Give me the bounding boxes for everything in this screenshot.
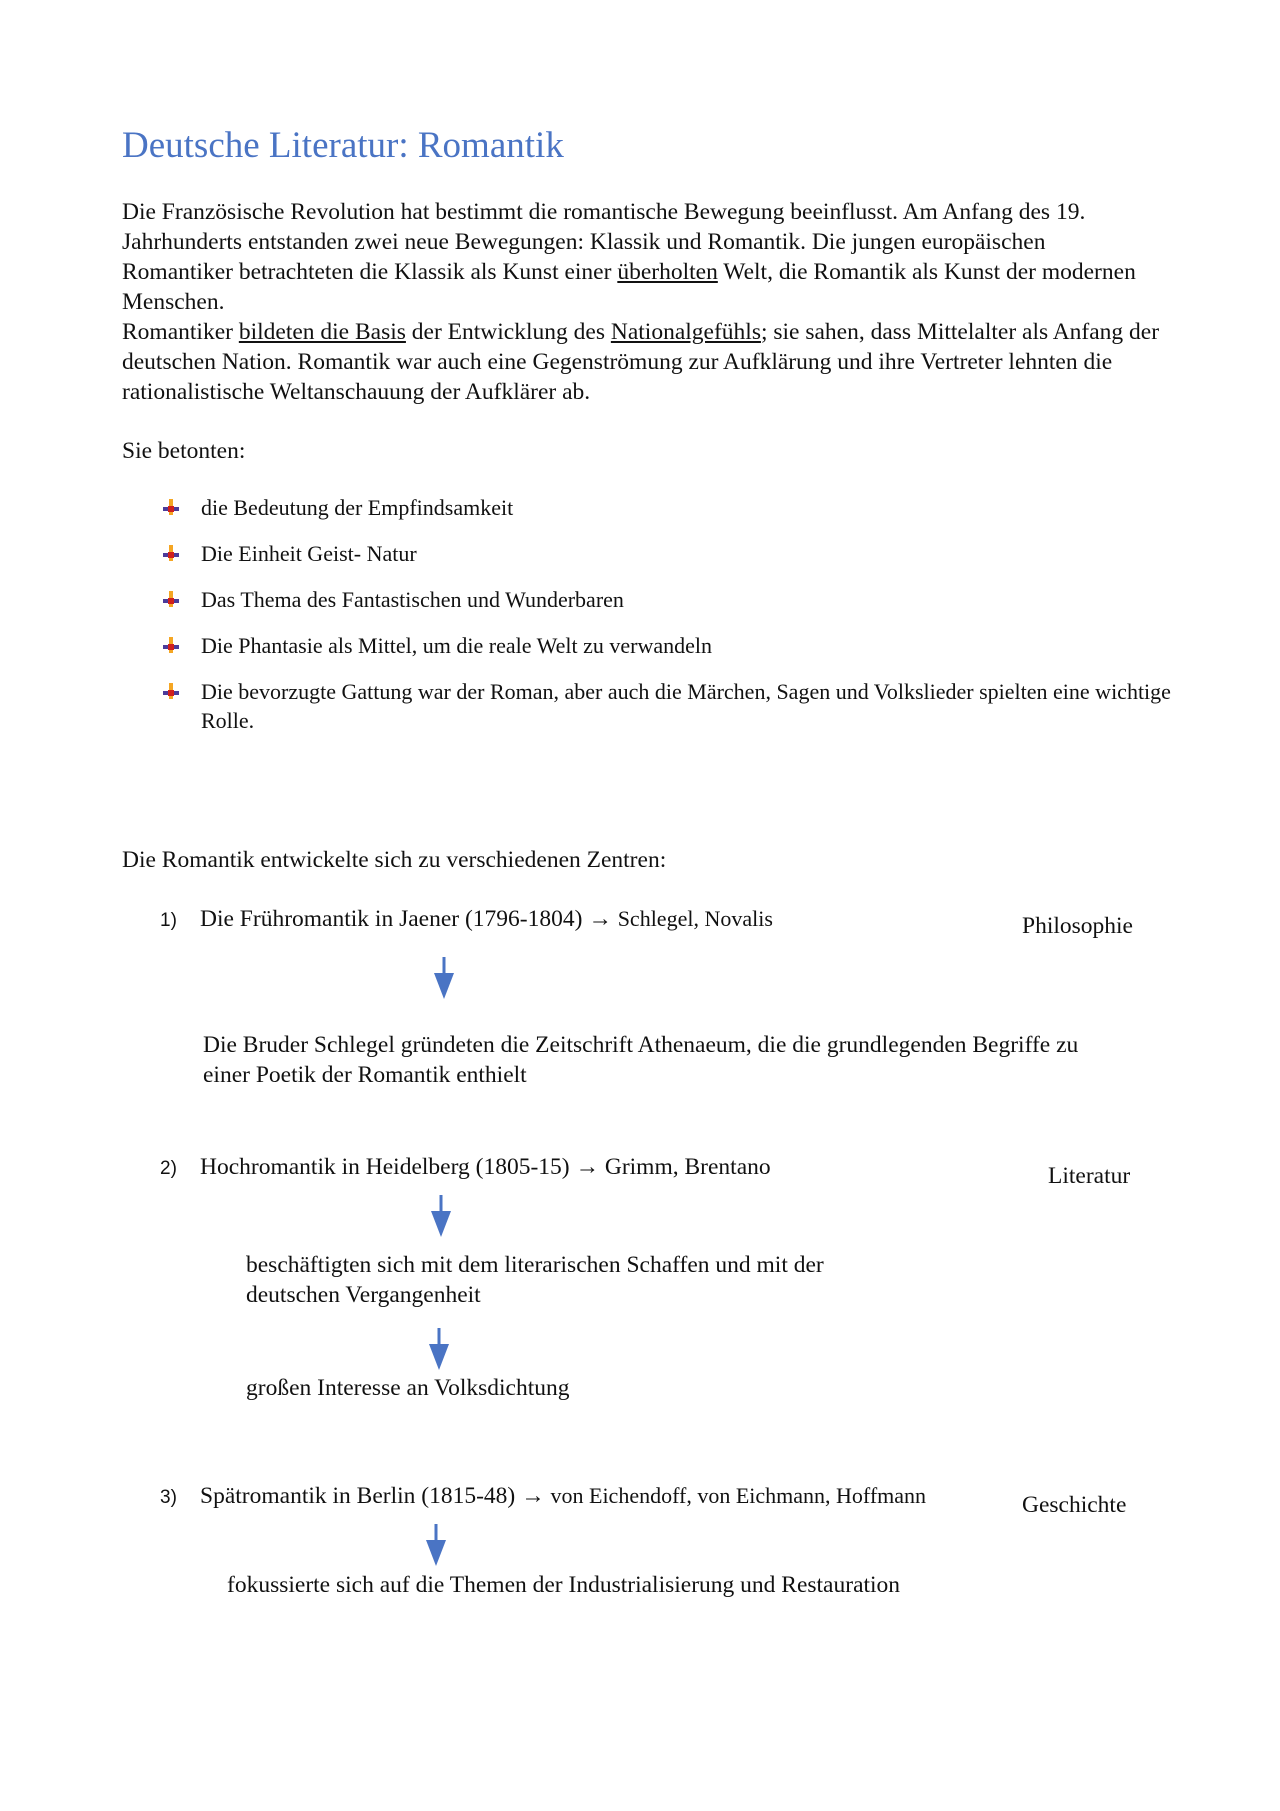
bullet-marker-icon [163, 637, 179, 653]
list-item [158, 631, 1178, 660]
center-3-description: fokussierte sich auf die Themen der Industrialisierung und Restauration [227, 1572, 901, 1598]
down-arrow-icon [424, 1524, 448, 1566]
bullet-marker-icon [163, 545, 179, 561]
list-item-text: Das Thema des Fantastischen und Wunderbaren [201, 587, 624, 612]
right-arrow-icon: → [575, 1154, 599, 1180]
center-2-description: beschäftigten sich mit dem literarischen Schaffen und mit der deutschen Vergangenheit [246, 1252, 824, 1308]
center-1-heading [200, 904, 773, 934]
intro-paragraph-1 [122, 197, 1162, 317]
center-3-authors: von Eichendoff, von Eichmann, Hoffmann [550, 1483, 927, 1508]
list-item-text: Die Einheit Geist- Natur [201, 541, 417, 566]
list-item [158, 585, 1178, 614]
center-2-heading [200, 1152, 771, 1182]
bullet-marker-icon [163, 499, 179, 515]
list-item-text: Die bevorzugte Gattung war der Roman, aber auch die Märchen, Sagen und Volkslieder spielten eine wichtige Rolle. [201, 679, 1171, 733]
center-1-description: Die Bruder Schlegel gründeten die Zeitschrift Athenaeum, die die grundlegenden Begriffe zu einer Poetik der Romantik enthielt [203, 1032, 1079, 1088]
list-item [158, 677, 1178, 735]
intro-p2-text-a: Romantiker [122, 319, 239, 345]
center-2-description-2: großen Interesse an Volksdichtung [246, 1375, 570, 1401]
intro-paragraph-2 [122, 317, 1162, 407]
emphasis-list [158, 493, 1178, 752]
right-arrow-icon: → [588, 906, 612, 932]
zentren-label: Die Romantik entwickelte sich zu verschiedenen Zentren: [122, 847, 667, 873]
page-title: Deutsche Literatur: Romantik [122, 125, 564, 166]
down-arrow-icon [432, 957, 456, 999]
center-2-authors: Grimm, Brentano [604, 1154, 771, 1180]
intro-p2-text-b: der Entwicklung des [405, 319, 611, 345]
intro-p2-text-c: ; sie sahen, dass Mittelalter als Anfang der deutschen Nation. Romantik war auch eine Gegenströmung zur Aufklärung und ihre Vertreter lehnten die rationalistische Weltanschauung der Aufklärer ab. [122, 319, 1160, 405]
center-3-name: Spätromantik in Berlin (1815-48) [200, 1483, 516, 1509]
list-item [158, 539, 1178, 568]
center-2-name: Hochromantik in Heidelberg (1805-15) [200, 1154, 570, 1180]
center-1-name: Die Frühromantik in Jaener (1796-1804) [200, 906, 583, 932]
bullet-marker-icon [163, 683, 179, 699]
center-2-side-label: Literatur [1048, 1163, 1131, 1189]
list-item [158, 493, 1178, 522]
list-item-text: die Bedeutung der Empfindsamkeit [201, 495, 514, 520]
intro-p1-text-a: Die Französische Revolution hat bestimmt die romantische Bewegung beeinflusst. Am Anfang des 19. Jahrhunderts entstanden zwei neue Bewegungen: Klassik und Romantik. Die jungen europäischen Romantiker betrachteten die Klassik als Kunst einer [122, 199, 1086, 285]
betonten-label: Sie betonten: [122, 438, 246, 464]
bullet-marker-icon [163, 591, 179, 607]
right-arrow-icon: → [521, 1483, 545, 1509]
center-2-number: 2) [160, 1158, 177, 1179]
center-1-side-label: Philosophie [1022, 913, 1133, 939]
center-3-side-label: Geschichte [1022, 1492, 1127, 1518]
down-arrow-icon [429, 1195, 453, 1237]
center-1-number: 1) [160, 910, 177, 931]
center-1-authors: Schlegel, Novalis [617, 906, 773, 931]
center-3-heading [200, 1481, 926, 1511]
intro-text [122, 197, 1162, 407]
intro-p2-underlined-2: Nationalgefühls [610, 319, 761, 345]
center-3-number: 3) [160, 1487, 177, 1508]
intro-p2-underlined-1: bildeten die Basis [238, 319, 406, 345]
intro-p1-text-b: Welt, die Romantik als Kunst der modernen Menschen. [122, 259, 1136, 315]
down-arrow-icon [427, 1328, 451, 1370]
list-item-text: Die Phantasie als Mittel, um die reale Welt zu verwandeln [201, 633, 712, 658]
intro-p1-underlined: überholten [617, 259, 718, 285]
